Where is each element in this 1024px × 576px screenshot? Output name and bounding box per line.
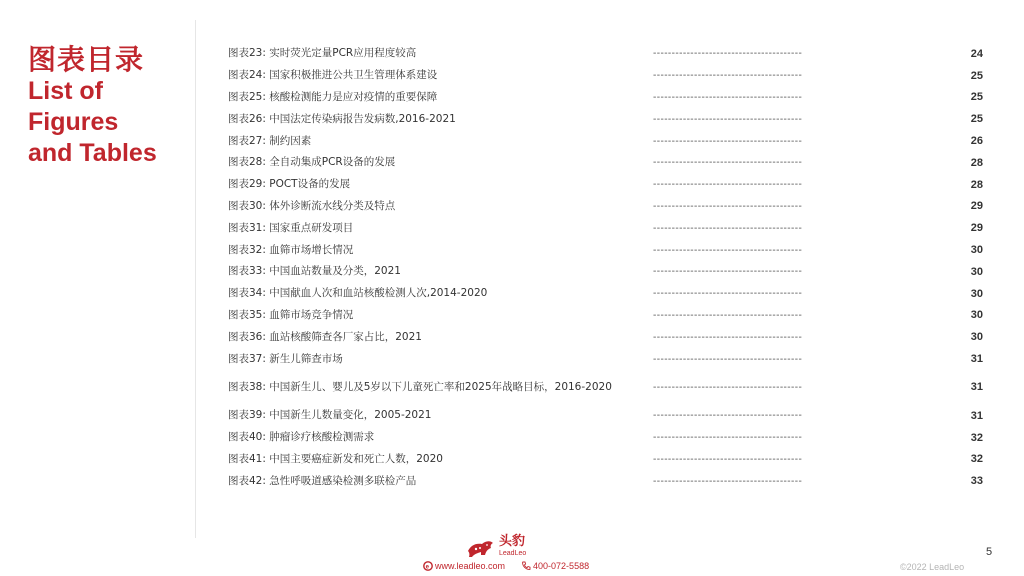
toc-label: 图表39: 中国新生儿数量变化，2005-2021 — [228, 409, 432, 422]
toc-label: 图表38: 中国新生儿、婴儿及5岁以下儿童死亡率和2025年战略目标，2016-2020 — [228, 380, 612, 393]
toc-dot-leader: ---------------------------------------- — [653, 157, 803, 169]
toc-dot-leader: ---------------------------------------- — [653, 309, 803, 321]
toc-page-number: 33 — [970, 475, 983, 488]
toc-label: 图表34: 中国献血人次和血站核酸检测人次,2014-2020 — [228, 287, 488, 300]
toc-page-number: 32 — [970, 453, 983, 466]
toc-dot-leader: ---------------------------------------- — [653, 453, 803, 465]
toc-row[interactable] — [228, 326, 988, 348]
toc-row[interactable] — [228, 152, 988, 174]
toc-row[interactable] — [228, 217, 988, 239]
page-number: 5 — [986, 546, 993, 558]
toc-dot-leader: ---------------------------------------- — [653, 381, 803, 393]
toc-page-number: 25 — [970, 69, 983, 82]
toc-row[interactable] — [228, 449, 988, 471]
toc-dot-leader: ---------------------------------------- — [653, 200, 803, 212]
toc-row[interactable] — [228, 261, 988, 283]
toc-page-number: 30 — [970, 309, 983, 322]
toc-dot-leader: ---------------------------------------- — [653, 48, 803, 60]
toc-page-number: 28 — [970, 156, 983, 169]
toc-row[interactable] — [228, 370, 988, 405]
toc-row[interactable] — [228, 108, 988, 130]
toc-dot-leader: ---------------------------------------- — [653, 244, 803, 256]
footer-contact — [423, 561, 605, 571]
toc-label: 图表25: 核酸检测能力是应对疫情的重要保障 — [228, 90, 438, 103]
title-en-line-3: and Tables — [28, 139, 157, 167]
toc-row[interactable] — [228, 87, 988, 109]
title-en-line-1: List of — [28, 77, 103, 105]
toc-label: 图表30: 体外诊断流水线分类及特点 — [228, 199, 396, 212]
toc-page-number: 25 — [970, 113, 983, 126]
phone-text: 400-072-5588 — [533, 561, 590, 571]
toc-row[interactable] — [228, 405, 988, 427]
toc-row[interactable] — [228, 427, 988, 449]
toc-page-number: 26 — [970, 135, 983, 148]
title-en-line-2: Figures — [28, 108, 119, 136]
toc-dot-leader: ---------------------------------------- — [653, 266, 803, 278]
toc-row[interactable] — [228, 470, 988, 492]
toc-label: 图表40: 肿瘤诊疗核酸检测需求 — [228, 431, 375, 444]
toc-dot-leader: ---------------------------------------- — [653, 113, 803, 125]
toc-row[interactable] — [228, 174, 988, 196]
toc-page-number: 31 — [970, 353, 983, 366]
toc-page-number: 25 — [970, 91, 983, 104]
toc-dot-leader: ---------------------------------------- — [653, 179, 803, 191]
toc-label: 图表35: 血筛市场竞争情况 — [228, 308, 354, 321]
toc-row[interactable] — [228, 305, 988, 327]
toc-row[interactable] — [228, 130, 988, 152]
vertical-divider — [195, 20, 196, 538]
toc-label: 图表27: 制约因素 — [228, 134, 312, 147]
toc-page-number: 28 — [970, 178, 983, 191]
toc-label: 图表24: 国家积极推进公共卫生管理体系建设 — [228, 69, 438, 82]
toc-label: 图表33: 中国血站数量及分类，2021 — [228, 265, 401, 278]
toc-row[interactable] — [228, 283, 988, 305]
toc-page-number: 30 — [970, 265, 983, 278]
logo-text-en: LeadLeo — [499, 550, 527, 557]
toc-page-number: 29 — [970, 222, 983, 235]
toc-page-number: 31 — [970, 409, 983, 422]
website-link[interactable] — [423, 561, 513, 571]
toc-label: 图表41: 中国主要癌症新发和死亡人数，2020 — [228, 452, 443, 465]
toc-dot-leader: ---------------------------------------- — [653, 475, 803, 487]
toc-label: 图表36: 血站核酸筛查各厂家占比，2021 — [228, 330, 422, 343]
toc-row[interactable] — [228, 239, 988, 261]
toc-dot-leader: ---------------------------------------- — [653, 222, 803, 234]
phone-link[interactable] — [521, 561, 597, 571]
toc-label: 图表42: 急性呼吸道感染检测多联检产品 — [228, 474, 417, 487]
toc-label: 图表26: 中国法定传染病报告发病数,2016-2021 — [228, 112, 456, 125]
title-block — [28, 44, 198, 169]
toc-dot-leader: ---------------------------------------- — [653, 70, 803, 82]
toc-label: 图表28: 全自动集成PCR设备的发展 — [228, 156, 396, 169]
logo-text-cn: 头豹 — [499, 534, 526, 549]
leopard-logo-icon — [466, 537, 496, 559]
toc-label: 图表32: 血筛市场增长情况 — [228, 243, 354, 256]
toc-label: 图表23: 实时荧光定量PCR应用程度较高 — [228, 47, 417, 60]
toc-row[interactable] — [228, 196, 988, 218]
toc-page-number: 30 — [970, 244, 983, 257]
svg-text:e: e — [425, 564, 429, 571]
toc-dot-leader: ---------------------------------------- — [653, 353, 803, 365]
toc-label: 图表31: 国家重点研发项目 — [228, 221, 354, 234]
phone-icon — [521, 561, 531, 571]
toc-row[interactable] — [228, 65, 988, 87]
title-cn: 图表目录 — [28, 43, 145, 76]
footer-logo — [466, 536, 526, 560]
toc-dot-leader: ---------------------------------------- — [653, 410, 803, 422]
toc-list — [228, 43, 988, 492]
toc-page-number: 32 — [970, 431, 983, 444]
toc-page-number: 30 — [970, 331, 983, 344]
toc-page-number: 30 — [970, 287, 983, 300]
toc-page-number: 31 — [970, 381, 983, 394]
toc-dot-leader: ---------------------------------------- — [653, 331, 803, 343]
toc-page-number: 24 — [970, 47, 983, 60]
toc-dot-leader: ---------------------------------------- — [653, 288, 803, 300]
toc-dot-leader: ---------------------------------------- — [653, 432, 803, 444]
toc-label: 图表29: POCT设备的发展 — [228, 178, 351, 191]
toc-page-number: 29 — [970, 200, 983, 213]
web-icon — [423, 561, 433, 571]
copyright: ©2022 LeadLeo — [900, 562, 965, 572]
toc-row[interactable] — [228, 348, 988, 370]
website-text: www.leadleo.com — [435, 561, 506, 571]
toc-dot-leader: ---------------------------------------- — [653, 135, 803, 147]
toc-dot-leader: ---------------------------------------- — [653, 91, 803, 103]
toc-row[interactable] — [228, 43, 988, 65]
toc-label: 图表37: 新生儿筛查市场 — [228, 352, 343, 365]
